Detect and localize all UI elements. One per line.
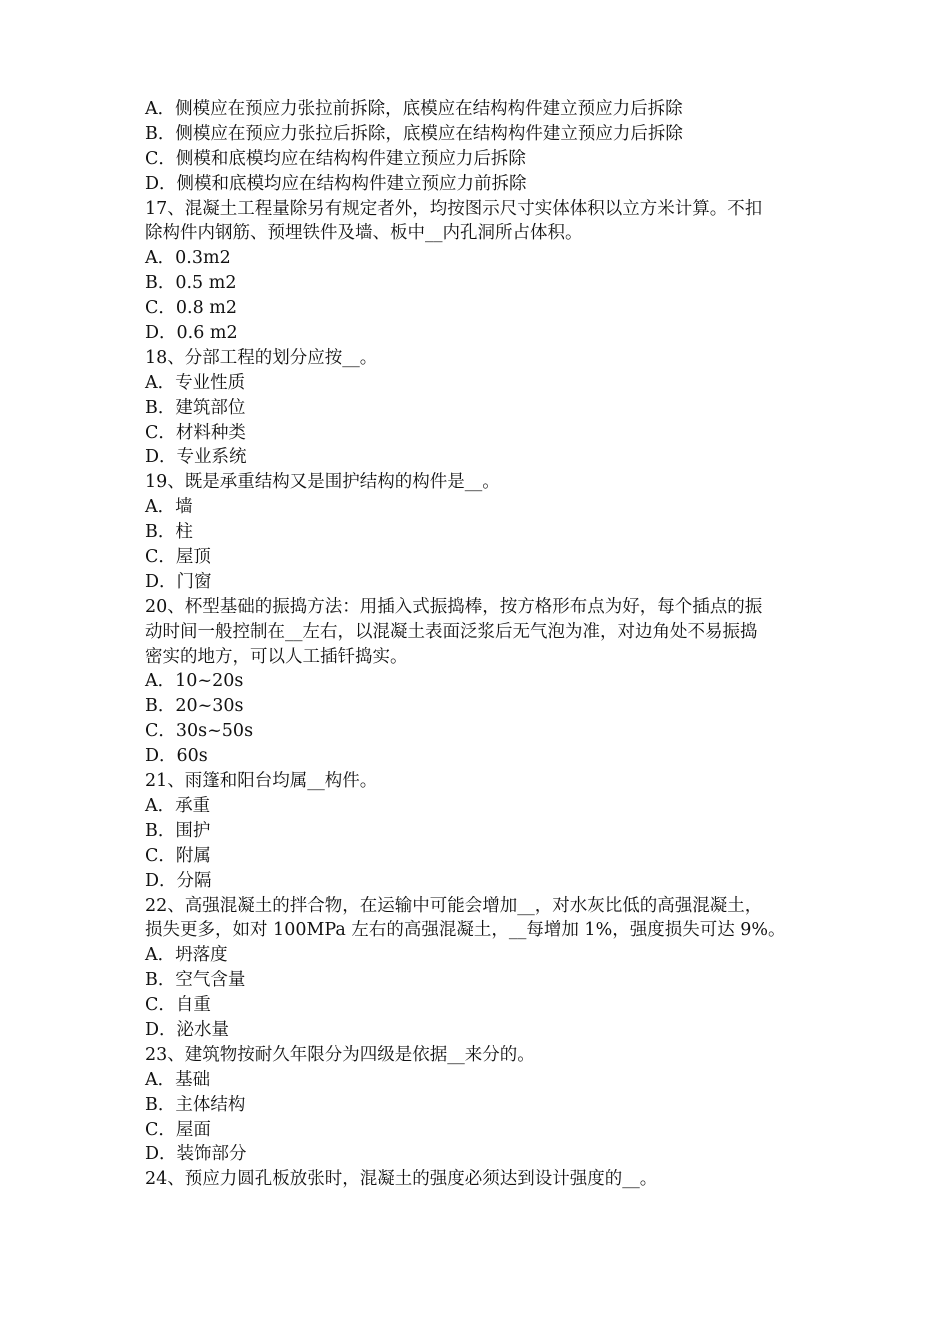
text-line: D．专业系统 [145,447,247,468]
text-line: B．空气含量 [145,970,246,991]
text-line: D．门窗 [145,571,212,592]
text-line: 22、高强混凝土的拌合物，在运输中可能会增加__，对水灰比低的高强混凝土， [145,895,763,916]
text-line: D．侧模和底模均应在结构构件建立预应力前拆除 [145,173,527,194]
text-line: C．0.8 m2 [145,298,238,319]
text-line: B．侧模应在预应力张拉后拆除，底模应在结构构件建立预应力后拆除 [145,123,683,144]
text-line: C．屋面 [145,1119,211,1140]
text-line: C．附属 [145,845,211,866]
text-line: C．侧模和底模均应在结构构件建立预应力后拆除 [145,148,526,169]
text-line: 24、预应力圆孔板放张时，混凝土的强度必须达到设计强度的__。 [145,1169,658,1190]
text-line: 密实的地方，可以人工插钎捣实。 [145,646,408,667]
text-line: A．承重 [145,795,211,816]
text-line: B．围护 [145,820,211,841]
text-line: A．墙 [145,497,193,518]
text-line: A．基础 [145,1069,211,1090]
text-line: D．分隔 [145,870,212,891]
text-line: 23、建筑物按耐久年限分为四级是依据__来分的。 [145,1044,535,1065]
text-line: 19、既是承重结构又是围护结构的构件是__。 [145,472,500,493]
text-line: B．0.5 m2 [145,273,237,294]
text-line: B．柱 [145,522,193,543]
text-line: 18、分部工程的划分应按__。 [145,347,378,368]
text-line: 21、雨篷和阳台均属__构件。 [145,771,378,792]
text-line: C．自重 [145,995,211,1016]
text-line: 20、杯型基础的振捣方法：用插入式振捣棒，按方格形布点为好，每个插点的振 [145,596,763,617]
text-line: D．60s [145,746,208,767]
text-line: C．屋顶 [145,547,211,568]
text-line: A．10~20s [145,671,244,692]
text-line: B．主体结构 [145,1094,246,1115]
text-line: B．建筑部位 [145,397,246,418]
text-line: 动时间一般控制在__左右，以混凝土表面泛浆后无气泡为准，对边角处不易振捣 [145,621,758,642]
document-body [145,97,825,1192]
text-line: 损失更多，如对 100MPa 左右的高强混凝土，__每增加 1%，强度损失可达 9%。 [145,920,786,941]
text-line: C．材料种类 [145,422,246,443]
text-line: B．20~30s [145,696,244,717]
text-line: A．0.3m2 [145,248,231,269]
text-line: A．侧模应在预应力张拉前拆除，底模应在结构构件建立预应力后拆除 [145,99,683,119]
text-line: 17、混凝土工程量除另有规定者外，均按图示尺寸实体体积以立方米计算。不扣 [145,198,763,219]
text-line: 除构件内钢筋、预埋铁件及墙、板中__内孔洞所占体积。 [145,223,583,244]
text-line: D．0.6 m2 [145,323,238,344]
text-line: A．坍落度 [145,945,228,966]
text-line: D．装饰部分 [145,1144,247,1165]
text-line: D．泌水量 [145,1019,230,1040]
text-line: C．30s~50s [145,721,254,742]
text-line: A．专业性质 [145,372,246,393]
